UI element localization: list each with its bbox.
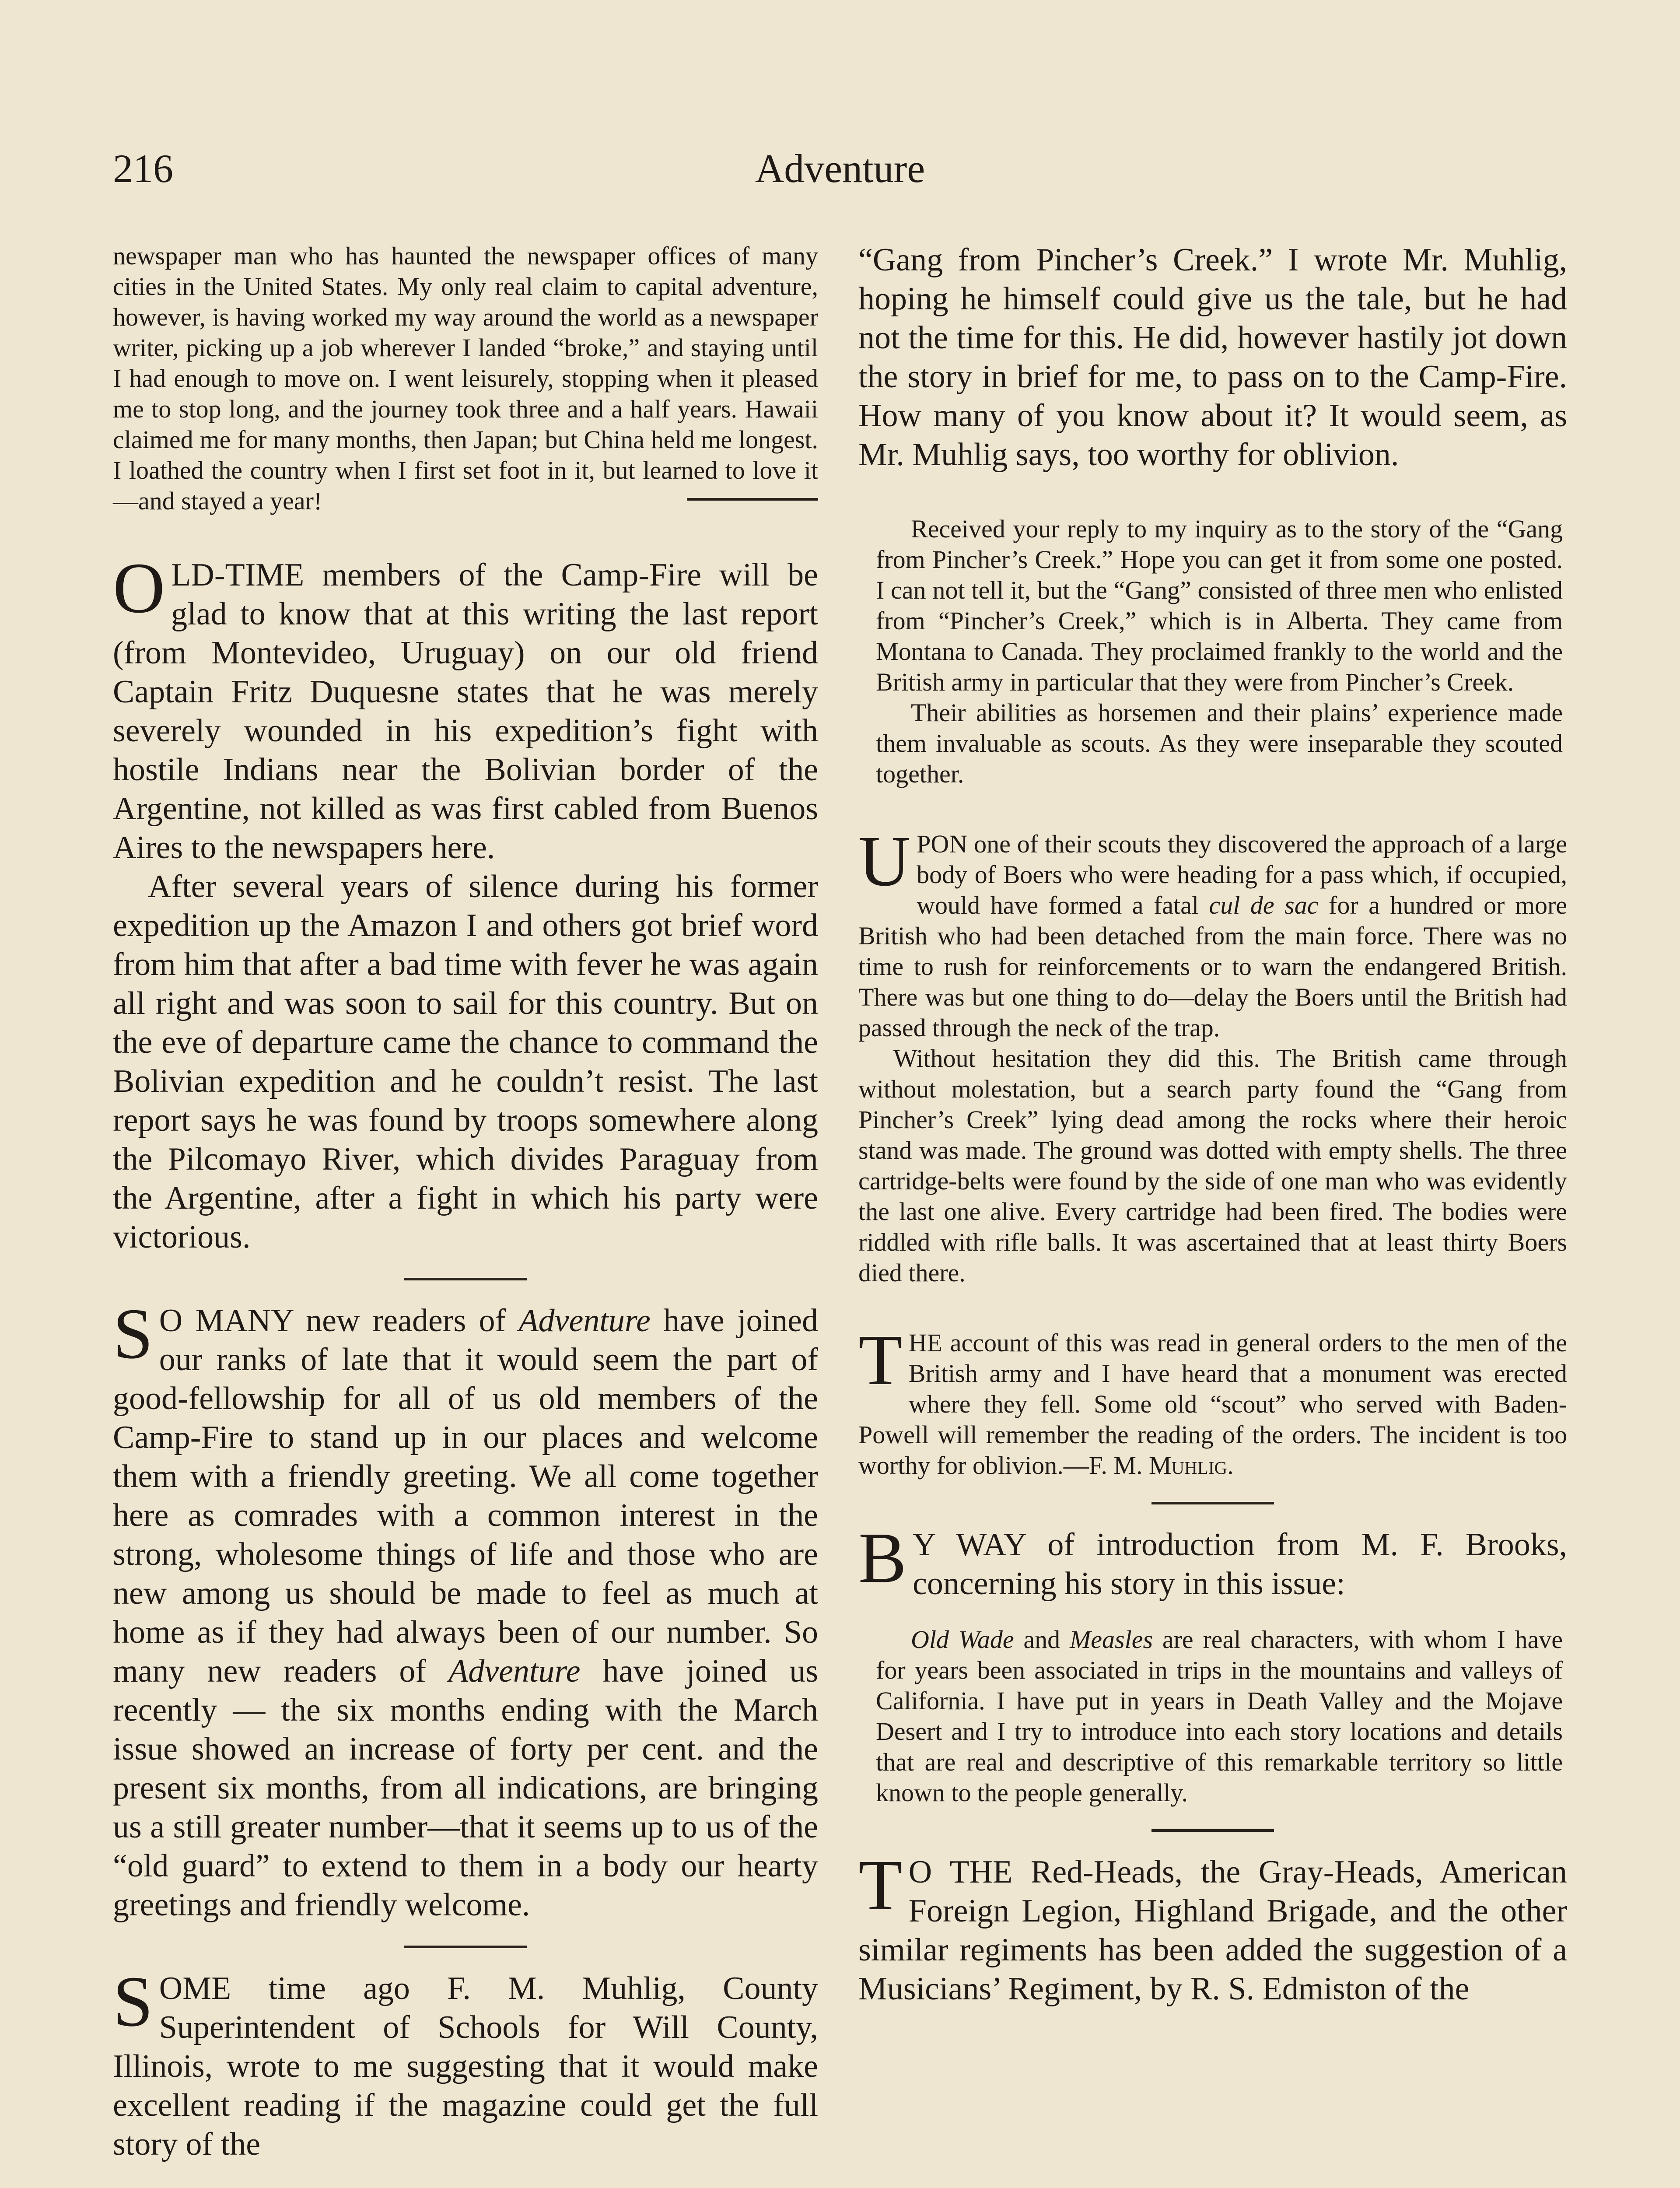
welcome-paragraph: S O MANY new readers of Adventure have joined our ranks of late that it would seem the part of good-fellowship for all of us old members of the Camp-Fire to stand up in our places and welcome them with a friendly greeting. We all come together here as comrades with a common interest in the strong, wholesome things of life and those who are new among us should be made to feel as much at home as if they had always been of our number. So many new readers of Adventure have joined us recently — the six months ending with the March issue showed an increase of forty per cent. and the present six months, from all indications, are bringing us a still greater number—that it seems up to us of the “old guard” to extend to them in a body our hearty greetings and friendly welcome. (113, 1294, 819, 1923)
page-number: 216 (113, 146, 173, 191)
drop-cap: T (858, 1320, 903, 1400)
boers-paragraph: UPON one of their scouts they discovered the approach of a large body of Boers who were heading for a pass which, if occupied, would have formed a fatal cul de sac for a hundred or more British who had been detached from the main force. There was no time to rush for reinforcements or to warn the endangered British. There was but one thing to do—delay the Boers until the British had passed through the neck of the trap. (858, 821, 1567, 1042)
brooks-quote: Old Wade and Measles are real characters, with whom I have for years been associated in trips in the mountains and valleys of California. I have put in years in Death Valley and the Mojave Desert and I try to introduce into each story locations and details that are real and descriptive of this remarkable territory so little known to the people generally. (876, 1625, 1563, 1807)
drop-cap: B (858, 1518, 907, 1598)
regiments-paragraph: T O THE Red-Heads, the Gray-Heads, American Foreign Legion, Highland Brigade, and the other similar regiments has been added the suggestion of a Musicians’ Regiment, by R. S. Edmiston of the (858, 1845, 1567, 2007)
drop-cap: T (858, 1845, 903, 1925)
drop-cap: U (858, 821, 911, 901)
signature: Muhlig. (1148, 1451, 1234, 1480)
letter-continuation: newspaper man who has haunted the newspaper offices of many cities in the United States. My only real claim to capital adventure, however, is having worked my way around the world as a newspaper writer, picking up a job wherever I landed “broke,” and staying until I had enough to move on. I went leisurely, stopping when it pleased me to stop long, and the journey took three and a half years. Hawaii claimed me for many months, then Japan; but China held me longest. I loathed the country when I first set foot in it, but learned to love it—and stayed a year! (113, 242, 818, 515)
brooks-paragraph: B Y WAY of introduction from M. F. Brooks, concerning his story in this issue: (858, 1518, 1567, 1602)
drop-cap: O (113, 548, 165, 628)
drop-cap: S (113, 1961, 153, 2041)
left-column (113, 241, 818, 2164)
duquesne-paragraph-2: After several years of silence during his former expedition up the Amazon I and others got brief word from him that after a bad time with fever he was again all right and was soon to sail for this country. But on the eve of departure came the chance to command the Bolivian expedition and he couldn’t resist. The last report says he was found by troops somewhere along the Pilcomayo River, which divides Paraguay from the Argentine, after a fight in which his party were victorious. (113, 869, 818, 1255)
section-divider (687, 498, 818, 501)
letter-quote-2: Their abilities as horsemen and their plains’ experience made them invaluable as scouts. As they were inseparable they scouted together. (876, 698, 1563, 788)
duquesne-paragraph: OLD-TIME members of the Camp-Fire will be glad to know that at this writing the last report (from Montevideo, Uruguay) on our old friend Captain Fritz Duquesne states that he was merely severely wounded in his expedition’s fight with hostile Indians near the Bolivian border of the Argentine, not killed as was first cabled from Buenos Aires to the newspapers here. (113, 548, 818, 866)
running-title: Adventure (755, 146, 925, 191)
boers-paragraph-2: Without hesitation they did this. The British came through without molestation, but a search party found the “Gang from Pincher’s Creek” lying dead among the rocks where their heroic stand was made. The ground was dotted with empty shells. The three cartridge-belts were found by the side of one man who was evidently the last one alive. Every cartridge had been fired. The bodies were riddled with rifle balls. It was ascertained that at least thirty Boers died there. (858, 1044, 1567, 1287)
right-column (858, 241, 1567, 2009)
muhlig-intro-paragraph: SOME time ago F. M. Muhlig, County Superintendent of Schools for Will County, Illinois, wrote to me suggesting that it would make excellent reading if the magazine could get the full story of the (113, 1961, 818, 2162)
orders-paragraph: THE account of this was read in general orders to the men of the British army and I have heard that a monument was erected where they fell. Some old “scout” who served with Baden-Powell will remember the reading of the orders. The incident is too worthy for oblivion.—F. M. Muhlig. (858, 1320, 1567, 1480)
letter-quote: Received your reply to my inquiry as to the story of the “Gang from Pincher’s Creek.” Hope you can get it from some one posted. I can not tell it, but the “Gang” consisted of three men who enlisted from “Pincher’s Creek,” which is in Alberta. They came from Montana to Canada. They proclaimed frankly to the world and the British army in particular that they were from Pincher’s Creek. (876, 515, 1563, 696)
muhlig-intro-continuation: “Gang from Pincher’s Creek.” I wrote Mr. Muhlig, hoping he himself could give us the tale, but he had not the time for this. He did, however hastily jot down the story in brief for me, to pass on to the Camp-Fire. How many of you know about it? It would seem, as Mr. Muhlig says, too worthy for oblivion. (858, 242, 1567, 473)
drop-cap: S (113, 1294, 153, 1374)
page-header (0, 144, 1680, 193)
